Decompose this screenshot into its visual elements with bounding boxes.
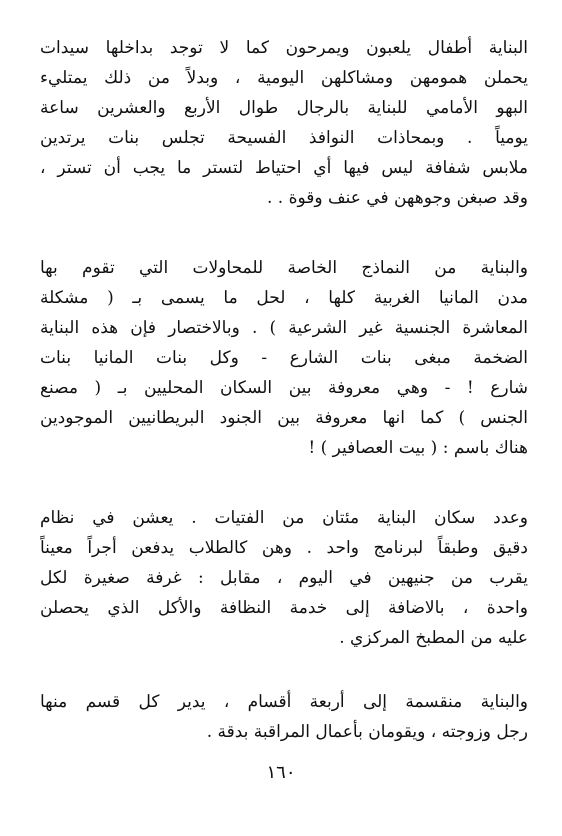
text-line: البناية أطفال يلعبون ويمرحون كما لا توجد بداخلها سيدات bbox=[40, 38, 528, 58]
text-line: ملابس شفافة ليس فيها أي احتياط لتستر ما يجب أن تستر ، bbox=[40, 158, 528, 178]
text-line: عليه من المطبخ المركزي . bbox=[339, 628, 528, 648]
text-line: والبناية من النماذج الخاصة للمحاولات التي تقوم بها bbox=[40, 258, 528, 278]
text-line: وعدد سكان البناية مئتان من الفتيات . يعشن في نظام bbox=[40, 508, 528, 528]
paragraph-3 bbox=[40, 503, 528, 653]
text-line: الجنس ) كما انها معروفة بين الجنود البريطانيين الموجودين bbox=[40, 408, 528, 428]
text-line: والبناية منقسمة إلى أربعة أقسام ، يدير كل قسم منها bbox=[40, 692, 528, 712]
page-number: ١٦٠ bbox=[266, 762, 296, 783]
paragraph-2 bbox=[40, 253, 528, 463]
text-line: يقرب من جنيهين في اليوم ، مقابل : غرفة صغيرة لكل bbox=[40, 568, 528, 588]
text-line: يومياً . وبمحاذات النوافذ الفسيحة تجلس بنات يرتدين bbox=[40, 128, 528, 148]
text-line: الضخمة مبغى بنات الشارع - وكل بنات المانيا بنات bbox=[40, 348, 528, 368]
text-line: شارع ! - وهي معروفة بين السكان المحليين بـ ( مصنع bbox=[40, 378, 528, 398]
text-line: المعاشرة الجنسية غير الشرعية ) . وبالاختصار فإن هذه البناية bbox=[40, 318, 528, 338]
text-line: مدن المانيا الغربية كلها ، لحل ما يسمى بـ ( مشكلة bbox=[40, 288, 528, 308]
text-line: يحملن همومهن ومشاكلهن اليومية ، وبدلاً من ذلك يمتليء bbox=[40, 68, 528, 88]
text-line: هناك باسم : ( بيت العصافير ) ! bbox=[308, 438, 528, 458]
text-line: رجل وزوجته ، ويقومان بأعمال المراقبة بدقة . bbox=[206, 722, 528, 742]
paragraph-4 bbox=[40, 687, 528, 747]
text-line: وقد صبغن وجوههن في عنف وقوة . . bbox=[266, 188, 528, 208]
text-line: البهو الأمامي للبناية بالرجال طوال الأربع والعشرين ساعة bbox=[40, 98, 528, 118]
text-line: دقيق وطبقاً لبرنامج واحد . وهن كالطلاب يدفعن أجراً معيناً bbox=[40, 538, 528, 558]
text-line: واحدة ، بالاضافة إلى خدمة النظافة والأكل الذي يحصلن bbox=[40, 598, 528, 618]
paragraph-1 bbox=[40, 33, 528, 213]
